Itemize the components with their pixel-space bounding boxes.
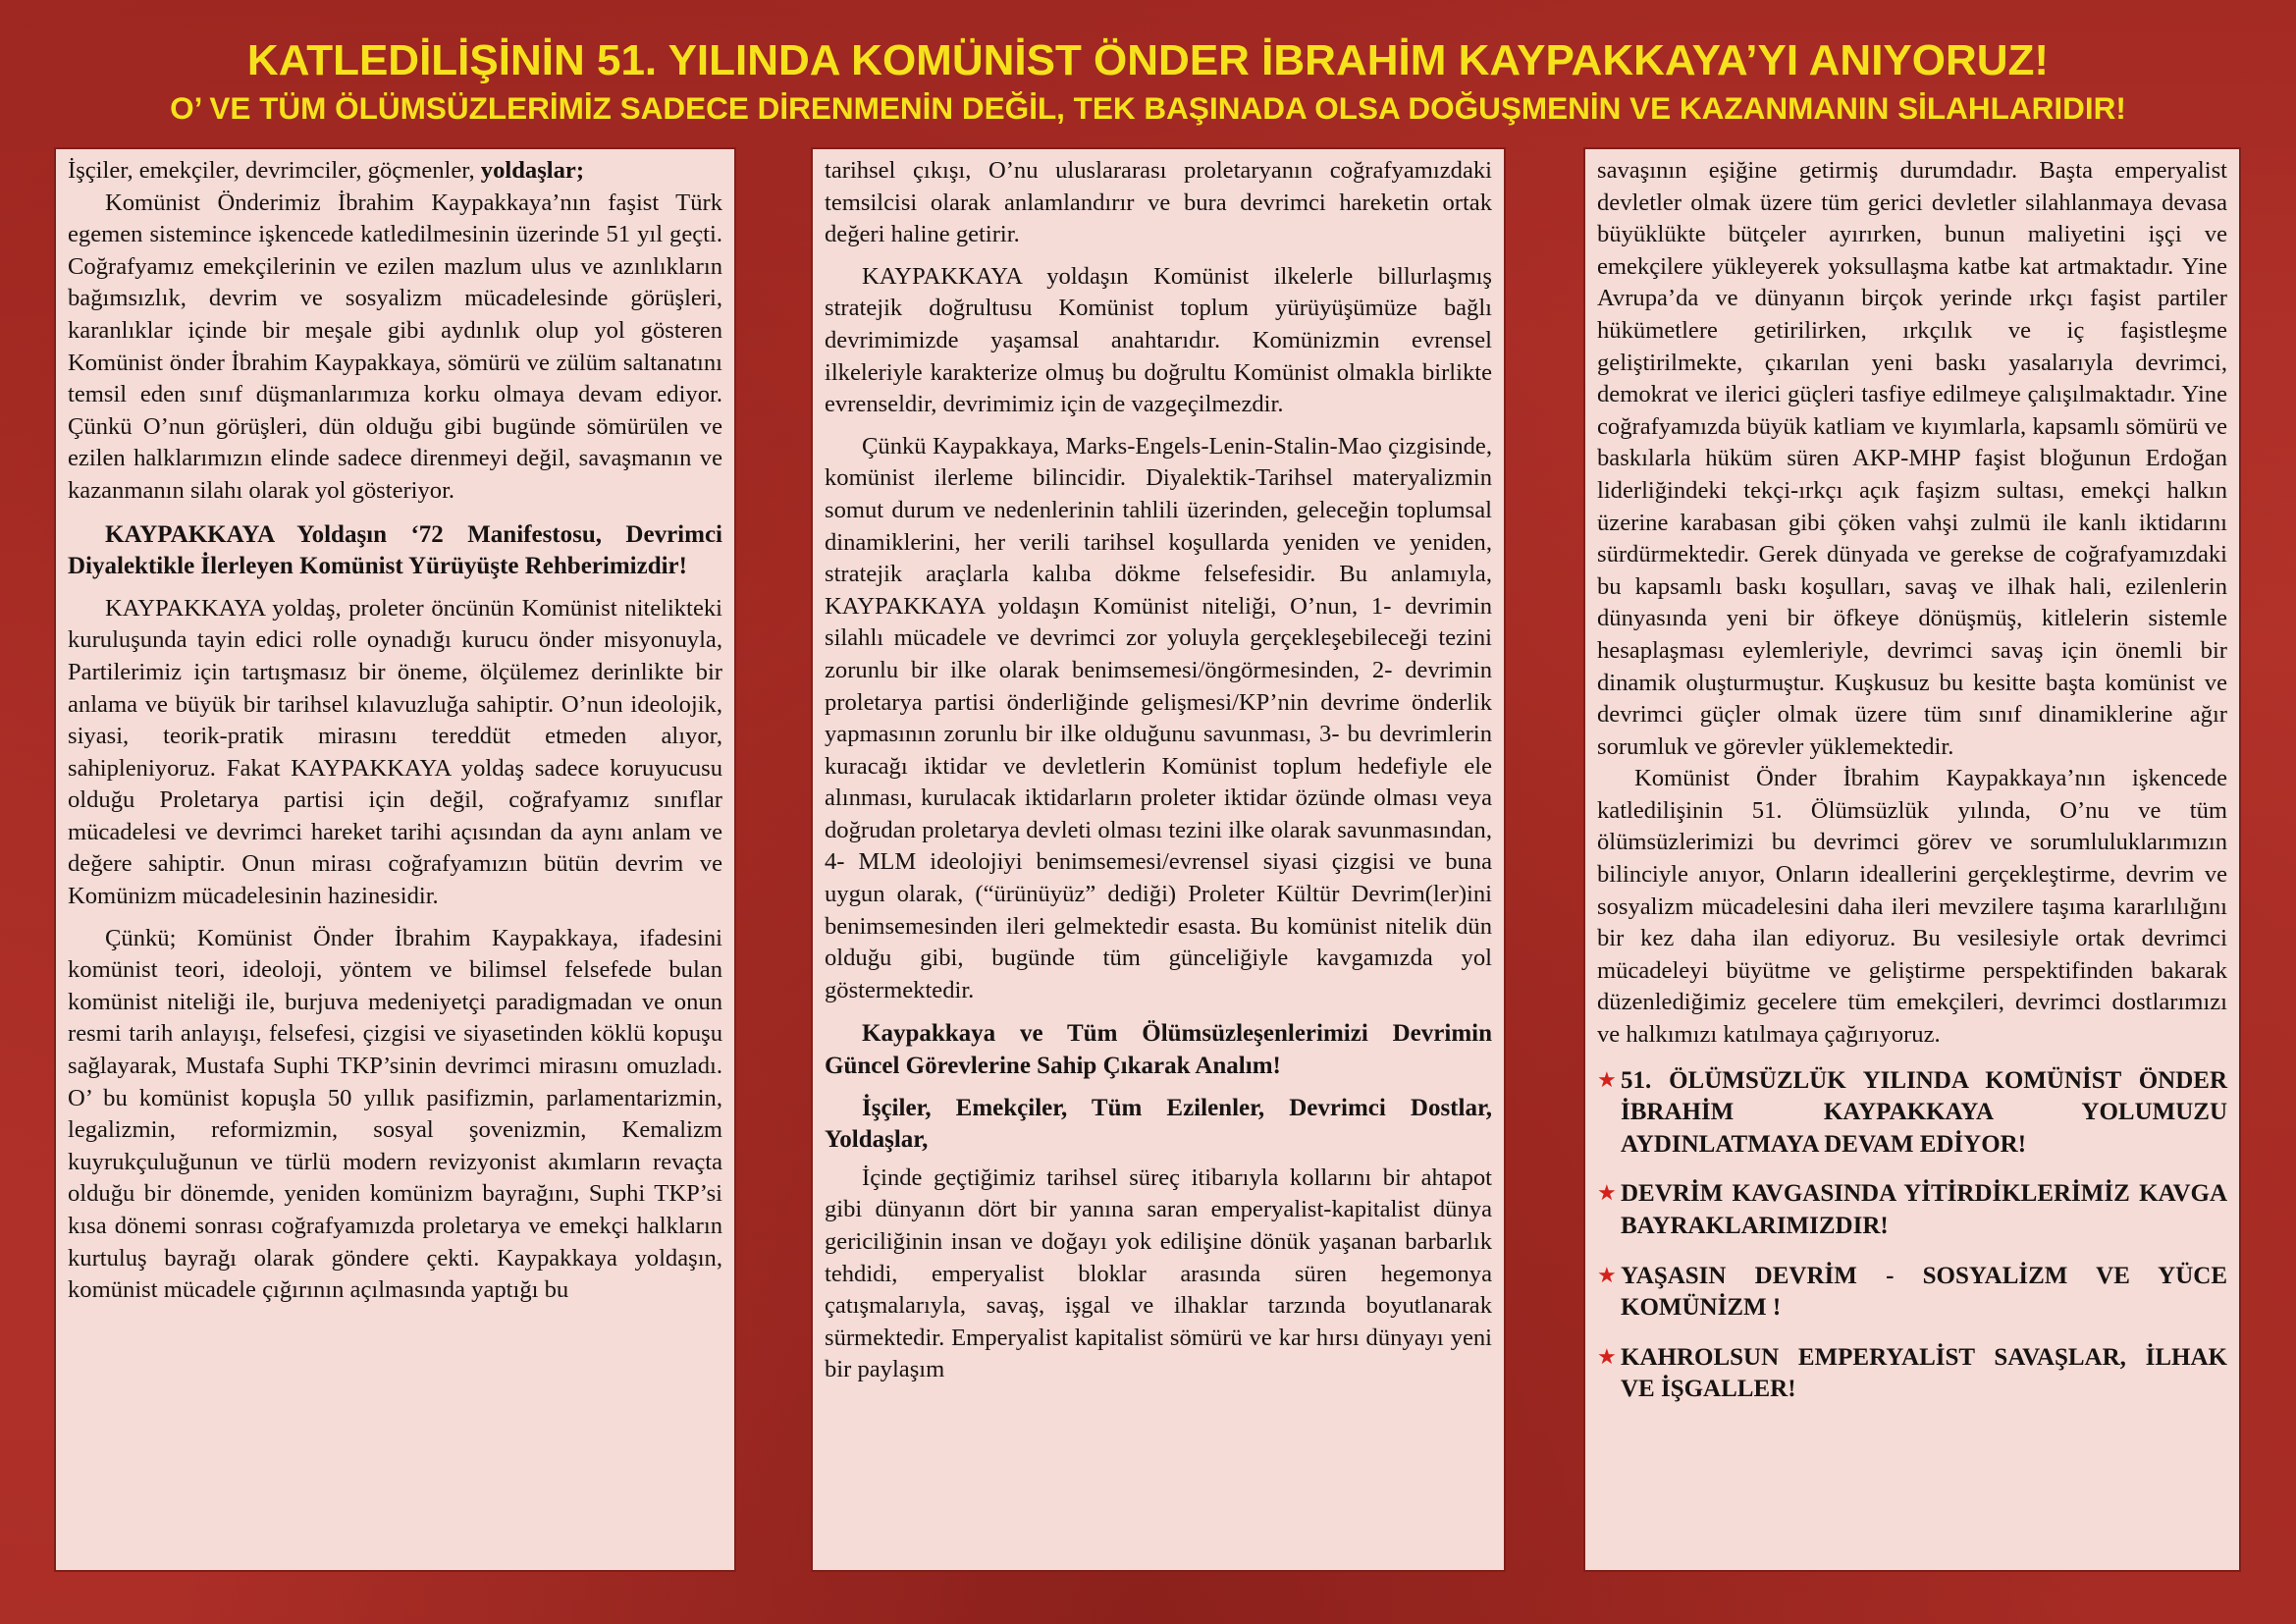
star-icon: ★ [1597,1344,1617,1370]
paragraph: Komünist Önderimiz İbrahim Kaypakkaya’nın faşist Türk egemen sistemince işkencede katledilmesinin üzerinde 51 yıl geçti. Coğrafyamız emekçilerinin ve ezilen mazlum ulus ve azınlıkların bağımsızlık, devrim ve sosyalizm mücadelesinde görüşleri, karanlıklar içinde bir meşale gibi aydınlık olup yol gösteren Komünist önder İbrahim Kaypakkaya, sömürü ve zülüm saltanatını temsil eden sınıf düşmanlarımıza korku olmaya devam ediyor. Çünkü O’nun görüşleri, dün olduğu gibi bugünde sömürülen ve ezilen halklarımızın elinde sadece direnmeyi değil, savaşmanın ve kazanmanın silahı olarak yol gösteriyor. [68,189,722,504]
slogan-item [1597,1065,2227,1162]
paragraph: Komünist Önder İbrahim Kaypakkaya’nın işkencede katledilişinin 51. Ölümsüzlük yılında, O’nu ve tüm ölümsüzlerimizi bu devrimci görev ve sorumluluklarımızın bilinciyle anıyor, Onların ideallerini gerçekleştirme, devrim ve sosyalizm mücadelesini daha ileri mevzilere taşıma kararlılığını bir kez daha ilan ediyoruz. Bu vesilesiyle ortak devrimci mücadeleyi büyütme ve geliştirme perspektifinden bakarak düzenlediğimiz gecelere tüm emekçileri, devrimci dostlarımızı ve halkımızı katılmaya çağırıyoruz. [1597,765,2227,1049]
star-icon: ★ [1597,1067,1617,1093]
slogan-item [1597,1342,2227,1406]
section-heading: Kaypakkaya ve Tüm Ölümsüzleşenlerimizi Devrimin Güncel Görevlerine Sahip Çıkarak Analım! [825,1020,1492,1080]
text-column-2 [811,147,1506,1572]
greeting [68,155,722,188]
paragraph: İçinde geçtiğimiz tarihsel süreç itibarıyla kollarını bir ahtapot gibi dünyanın dört bir yanına saran emperyalist-kapitalist dünya gericiliğinin insan ve doğayı yok edilişine dönük yaşanan barbarlık tehdidi, emperyalist bloklar arasında süren hegemonya çatışmalarıyla, savaş, işgal ve ilhaklar tarzında boyutlanarak sürmektedir. Emperyalist kapitalist sömürü ve kar hırsı dünyayı yeni bir paylaşım [825,1164,1492,1383]
section-heading: KAYPAKKAYA Yoldaşın ‘72 Manifestosu, Devrimci Diyalektikle İlerleyen Komünist Yürüyüşte Rehberimizdir! [68,520,722,580]
paragraph: savaşının eşiğine getirmiş durumdadır. Başta emperyalist devletler olmak üzere tüm gerici devletler silahlanmaya devasa büyüklükte bütçeler ayırırken, bunun maliyetini işçi ve emekçilere yükleyerek yoksullaşma katbe kat artmaktadır. Yine Avrupa’da ve dünyanın birçok yerinde ırkçı faşist partiler hükümetlere getirilirken, ırkçılık ve iç faşistleşme geliştirilmekte, çıkarılan yeni baskı yasalarıyla devrimci, demokrat ve ilerici güçleri tasfiye edilmeye çalışılmaktadır. Yine coğrafyamızda büyük katliam ve kıyımlarla, kapsamlı sömürü ve baskılarla hüküm süren AKP-MHP faşist bloğunun Erdoğan liderliğindeki tekçi-ırkçı açık faşizm sultası, emekçi halkın üzerine karabasan gibi çöken vahşi zulmü ile kanlı iktidarını sürdürmektedir. Gerek dünyada ve gerekse de coğrafyamızdaki bu kapsamlı baskı koşulları, savaş ve ilhak hali, ezilenlerin dünyasında yeni bir öfkeye dönüşmüş, kitlelerin sistemle hesaplaşması eylemleriyle, devrimci savaş için önemli bir dinamik oluşturmuştur. Kuşkusuz bu kesitte başta komünist ve devrimci güçler olmak üzere tüm sınıf dinamiklerine ağır sorumluk ve görevler yüklemektedir. [1597,157,2227,760]
paragraph: KAYPAKKAYA yoldaşın Komünist ilkelerle billurlaşmış stratejik doğrultusu Komünist toplum yürüyüşümüze bağlı devrimimizde yaşamsal anahtarıdır. Komünizmin evrensel ilkeleriyle karakterize olmuş bu doğrultu Komünist olmakla birlikte evrenseldir, devrimimiz için de vazgeçilmezdir. [825,262,1492,418]
paragraph: Çünkü Kaypakkaya, Marks-Engels-Lenin-Stalin-Mao çizgisinde, komünist ilerleme bilincidir. Diyalektik-Tarihsel materyalizmin somut durum ve nedenlerinin tahlili üzerinden, geleceğin toplumsal dinamiklerini, her verili tarihsel koşullarda yeniden ve yeniden, stratejik araçlarla kalıba dökme felsefesidir. Bu anlamıyla, KAYPAKKAYA yoldaşın Komünist niteliği, O’nun, 1- devrimin silahlı mücadele ve devrimci zor yoluyla gerçekleşebileceği tezini zorunlu bir ilke olarak benimsemesi/öngörmesinden, 2- devrimin proletarya partisi önderliğinde gelişmesi/KP’nin devrime önderlik yapmasının zorunlu bir ilke olduğunu savunması, 3- bu devrimlerin kuracağı iktidar ve devletlerin Komünist toplum hedefiyle ele alınması, kurulacak iktidarların proleter iktidar özünde olması veya doğrudan proletarya devleti olması tezini ilke olarak savunmasından, 4- MLM ideolojiyi benimsemesi/evrensel siyasi çizgisi ve buna uygun olarak, (“ürünüyüz” dediği) Proleter Kültür Devrim(ler)ini benimsemesinden ileri gelmektedir esasta. Bu komünist nitelik dün olduğu gibi, bugünde tüm günceliğiyle kavgamızda yol göstermektedir. [825,432,1492,1003]
paragraph: tarihsel çıkışı, O’nu uluslararası proletaryanın coğrafyamızdaki temsilcisi olarak anlamlandırır ve bura devrimci hareketin ortak değeri haline getirir. [825,157,1492,248]
star-icon: ★ [1597,1181,1617,1207]
slogan-text: YAŞASIN DEVRİM - SOSYALİZM VE YÜCE KOMÜNİZM ! [1621,1262,2227,1322]
page-header [0,37,2296,127]
paragraph: KAYPAKKAYA yoldaş, proleter öncünün Komünist nitelikteki kuruluşunda tayin edici rolle oynadığı kurucu önder misyonuyla, Partilerimiz için tartışmasız bir öneme, ölçülemez derinlikte bir anlama ve büyük bir tarihsel kılavuzluğa sahiptir. O’nun ideolojik, siyasi, teorik-pratik mirasını tereddüt etmeden alıyor, sahipleniyoruz. Fakat KAYPAKKAYA yoldaş sadece koruyucusu olduğu Proletarya partisi için değil, coğrafyamız sınıflar mücadelesi ve devrimci hareket tarihi açısından da aynı anlam ve değere sahiptir. Onun mirası coğrafyamızın bütün devrim ve Komünizm mücadelesinin hazinesidir. [68,594,722,910]
paragraph: Çünkü; Komünist Önder İbrahim Kaypakkaya, ifadesini komünist teori, ideoloji, yöntem ve bilimsel felsefede bulan komünist niteliği ile, burjuva medeniyetçi paradigmadan ve onun resmi tarih anlayışı, felsefesi, çizgisi ve siyasetinden köklü kopuşu sağlayarak, Mustafa Suphi TKP’sinin devrimci mirasını omuzladı. O’ bu komünist kopuşla 50 yıllık pasifizmin, parlamentarizmin, legalizmin, reformizmin, sosyal şovenizmin, Kemalizm kuyrukçuluğunun ve türlü modern revizyonist akımların revaçta olduğu bir dönemde, yeniden komünizm bayrağını, Suphi TKP’si kısa dönemi sonrası coğrafyamızda proletarya ve emekçi halkların kurtuluş bayrağı olarak göndere çekti. Kaypakkaya yoldaşın, komünist mücadele çığırının açılmasında yaptığı bu [68,924,722,1304]
slogan-text: DEVRİM KAVGASINDA YİTİRDİKLERİMİZ KAVGA BAYRAKLARIMIZDIR! [1621,1180,2227,1239]
page-title: KATLEDİLİŞİNİN 51. YILINDA KOMÜNİST ÖNDER İBRAHİM KAYPAKKAYA’YI ANIYORUZ! [246,36,2050,84]
slogan-text: 51. ÖLÜMSÜZLÜK YILINDA KOMÜNİST ÖNDER İBRAHİM KAYPAKKAYA YOLUMUZU AYDINLATMAYA DEVAM EDİYOR! [1621,1066,2227,1158]
greeting-text: İşçiler, emekçiler, devrimciler, göçmenler, [68,157,481,184]
text-column-1 [54,147,736,1572]
star-icon: ★ [1597,1263,1617,1288]
section-heading: İşçiler, Emekçiler, Tüm Ezilenler, Devrimci Dostlar, Yoldaşlar, [825,1094,1492,1154]
greeting-bold: yoldaşlar; [480,157,585,184]
slogan-item [1597,1178,2227,1242]
text-column-3 [1583,147,2241,1572]
slogan-text: KAHROLSUN EMPERYALİST SAVAŞLAR, İLHAK VE İŞGALLER! [1621,1343,2227,1403]
slogan-item [1597,1261,2227,1325]
slogan-list [1597,1065,2227,1406]
page-subtitle: O’ VE TÜM ÖLÜMSÜZLERİMİZ SADECE DİRENMENİN DEĞİL, TEK BAŞINADA OLSA DOĞUŞMENİN VE KAZANMANIN SİLAHLARIDIR! [170,90,2126,127]
